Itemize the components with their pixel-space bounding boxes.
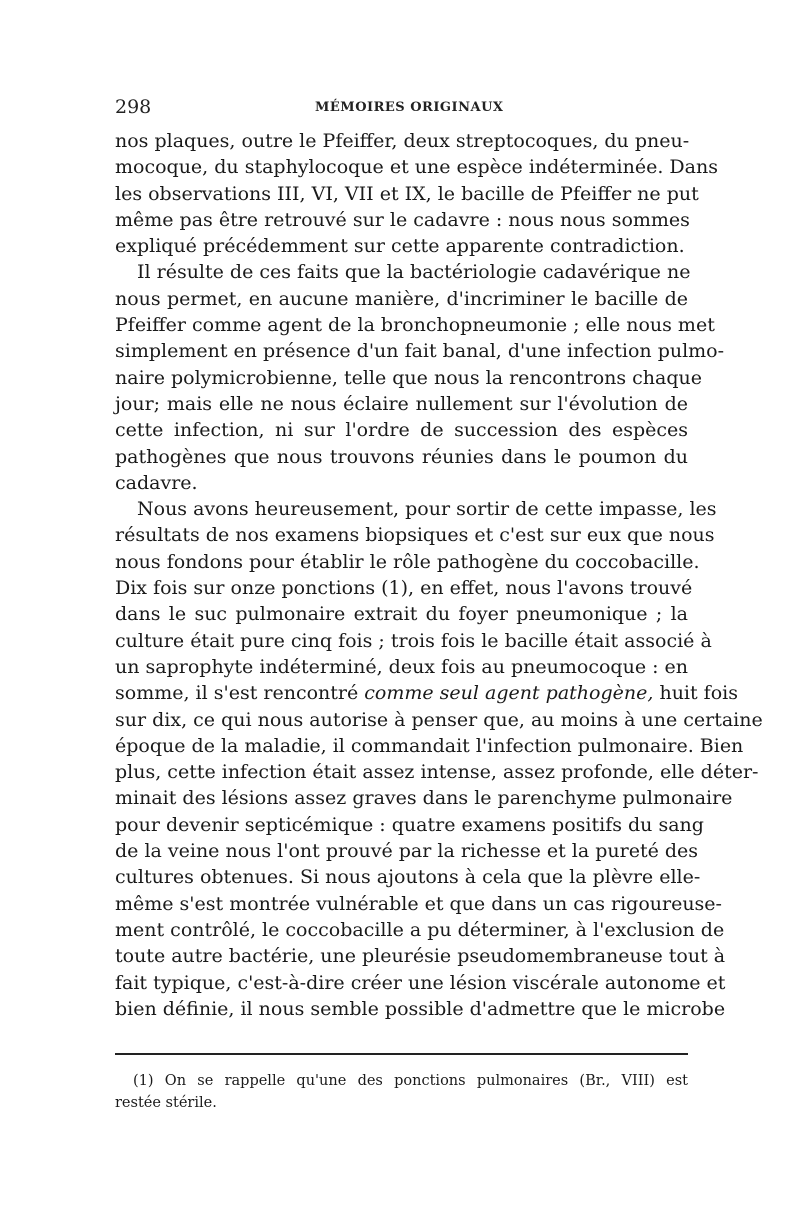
text-line: Dix fois sur onze ponctions (1), en effet, nous l'avons trouvé bbox=[115, 577, 693, 600]
text-line: pour devenir septicémique : quatre examens positifs du sang bbox=[115, 813, 704, 836]
running-head: MÉMOIRES ORIGINAUX bbox=[315, 100, 504, 115]
text-line bbox=[115, 680, 738, 706]
text-line: cadavre. bbox=[115, 471, 198, 494]
body-text bbox=[115, 128, 763, 1022]
text-line: Pfeiffer comme agent de la bronchopneumonie ; elle nous met bbox=[115, 314, 715, 337]
text-line: minait des lésions assez graves dans le parenchyme pulmonaire bbox=[115, 787, 733, 810]
text-line: bien définie, il nous semble possible d'admettre que le microbe bbox=[115, 997, 726, 1020]
page-header bbox=[115, 96, 688, 120]
text-line: Il résulte de ces faits que la bactériologie cadavérique ne bbox=[137, 261, 691, 284]
text-line: Nous avons heureusement, pour sortir de cette impasse, les bbox=[137, 498, 717, 521]
footnote-line: (1) On se rappelle qu'une des ponctions pulmonaires (Br., VIII) est bbox=[133, 1073, 688, 1089]
text-line: jour; mais elle ne nous éclaire nullement sur l'évolution de bbox=[115, 392, 688, 415]
footnote-line: restée stérile. bbox=[115, 1095, 217, 1111]
text-line: de la veine nous l'ont prouvé par la richesse et la pureté des bbox=[115, 840, 699, 863]
text-fragment: somme, il s'est rencontré bbox=[115, 682, 359, 705]
text-line: dans le suc pulmonaire extrait du foyer pneumonique ; la bbox=[115, 603, 688, 626]
text-line: sur dix, ce qui nous autorise à penser que, au moins à une certaine bbox=[115, 708, 763, 731]
text-line: culture était pure cinq fois ; trois fois le bacille était associé à bbox=[115, 629, 712, 652]
text-line: nos plaques, outre le Pfeiffer, deux streptocoques, du pneu- bbox=[115, 130, 690, 152]
text-line: simplement en présence d'un fait banal, d'une infection pulmo- bbox=[115, 340, 725, 363]
text-line: toute autre bactérie, une pleurésie pseudomembraneuse tout à bbox=[115, 945, 726, 968]
text-line: mocoque, du staphylocoque et une espèce indéterminée. Dans bbox=[115, 156, 718, 179]
text-line: cultures obtenues. Si nous ajoutons à cela que la plèvre elle- bbox=[115, 866, 701, 889]
text-line: nous permet, en aucune manière, d'incriminer le bacille de bbox=[115, 287, 688, 310]
footnote bbox=[115, 1070, 688, 1114]
footnote-divider bbox=[115, 1053, 688, 1055]
italic-phrase: comme seul agent pathogène, bbox=[364, 682, 654, 705]
text-line: même pas être retrouvé sur le cadavre : nous nous sommes bbox=[115, 208, 690, 231]
text-line: époque de la maladie, il commandait l'infection pulmonaire. Bien bbox=[115, 734, 744, 757]
text-line: plus, cette infection était assez intense, assez profonde, elle déter- bbox=[115, 761, 759, 784]
text-line: résultats de nos examens biopsiques et c'est sur eux que nous bbox=[115, 524, 715, 547]
page-number: 298 bbox=[115, 96, 152, 118]
text-line: cette infection, ni sur l'ordre de succession des espèces bbox=[115, 419, 688, 442]
text-line: expliqué précédemment sur cette apparente contradiction. bbox=[115, 235, 685, 258]
text-line: un saprophyte indéterminé, deux fois au pneumocoque : en bbox=[115, 655, 689, 678]
text-line: nous fondons pour établir le rôle pathogène du coccobacille. bbox=[115, 550, 700, 573]
text-line: ment contrôlé, le coccobacille a pu déterminer, à l'exclusion de bbox=[115, 918, 725, 941]
text-line: même s'est montrée vulnérable et que dans un cas rigoureuse- bbox=[115, 892, 722, 915]
text-line: pathogènes que nous trouvons réunies dans le poumon du bbox=[115, 445, 688, 468]
text-line: naire polymicrobienne, telle que nous la rencontrons chaque bbox=[115, 366, 703, 389]
text-line: les observations III, VI, VII et IX, le bacille de Pfeiffer ne put bbox=[115, 182, 699, 205]
text-fragment: huit fois bbox=[659, 682, 738, 705]
text-line: fait typique, c'est-à-dire créer une lésion viscérale autonome et bbox=[115, 971, 726, 994]
